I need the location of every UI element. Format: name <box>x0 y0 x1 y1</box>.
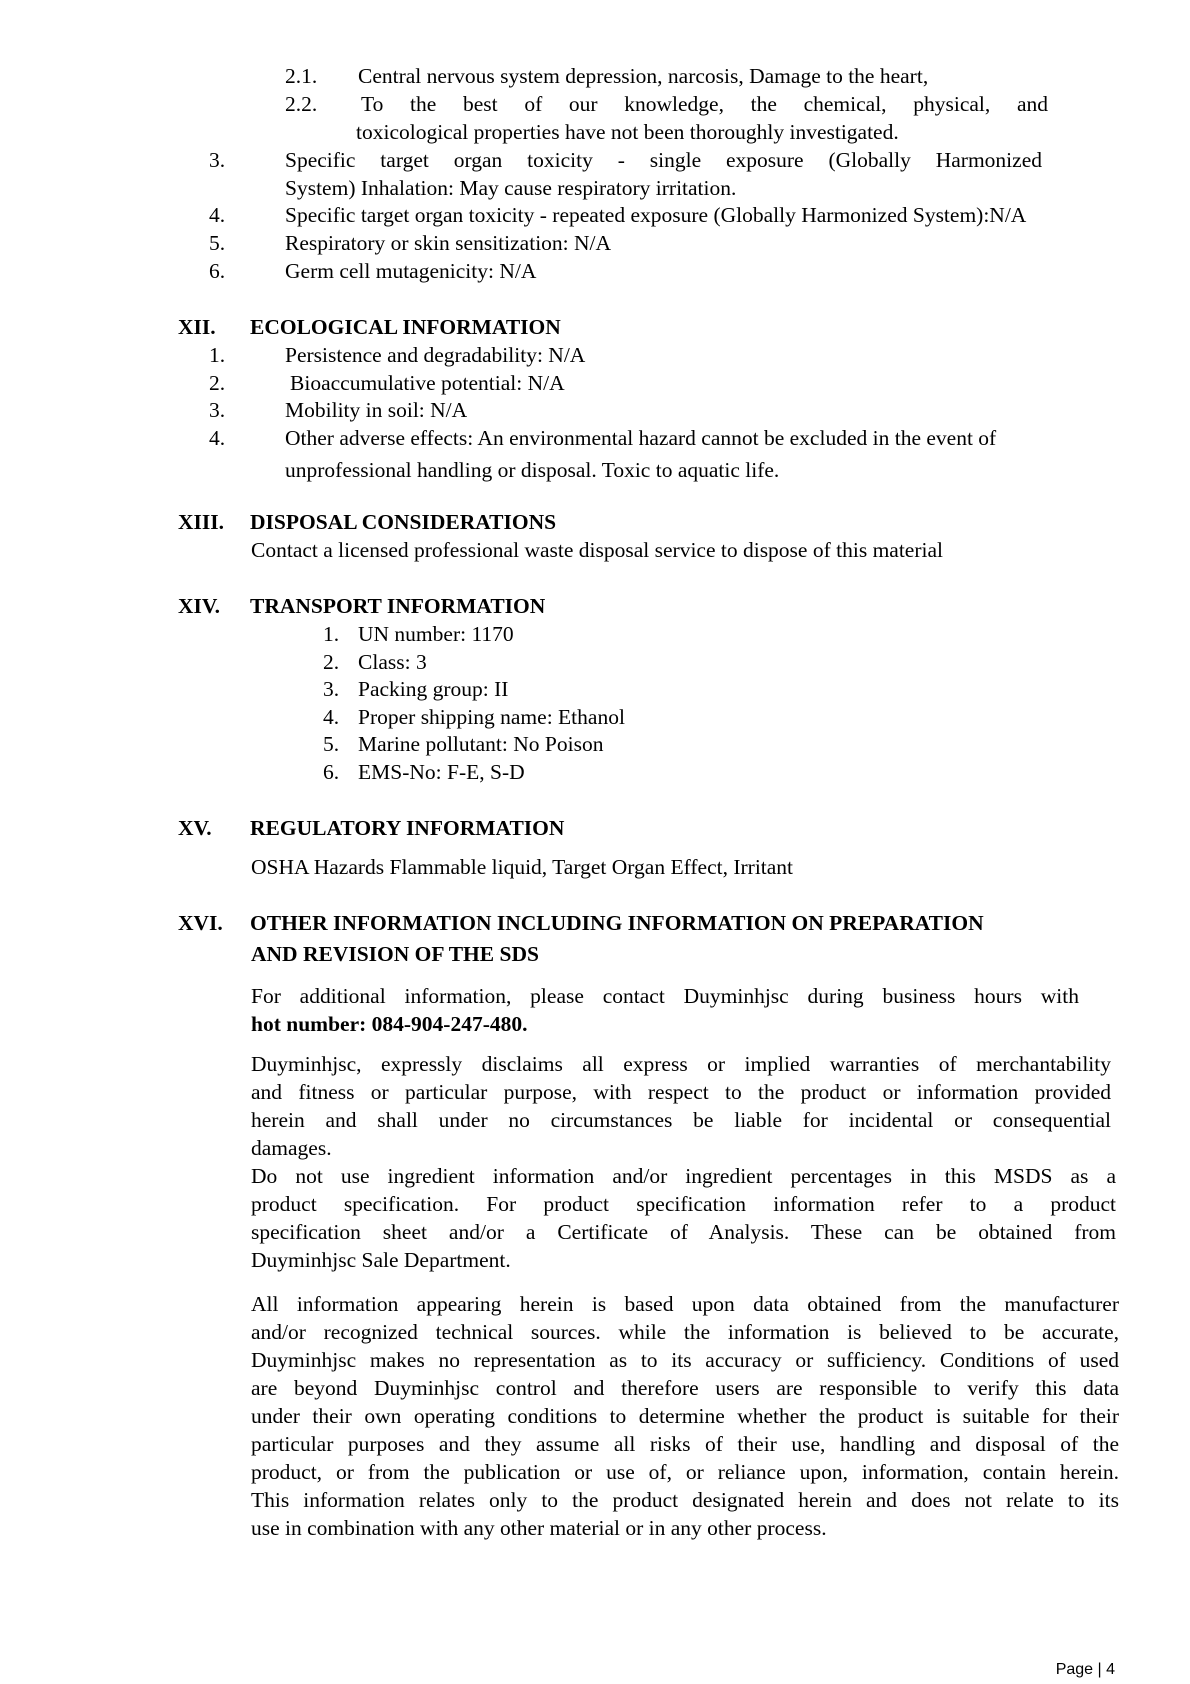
list-item-number: 6. <box>209 259 226 283</box>
hot-number: hot number: 084-904-247-480. <box>251 1012 528 1036</box>
paragraph-line: damages. <box>251 1136 332 1160</box>
list-item-number: 3. <box>209 398 226 422</box>
list-item-text: Germ cell mutagenicity: N/A <box>285 259 537 283</box>
paragraph-line: Do not use ingredient information and/or ingredient percentages in this MSDS as a <box>251 1164 1116 1188</box>
list-item-text: unprofessional handling or disposal. Toxic to aquatic life. <box>285 458 780 482</box>
section-heading: REGULATORY INFORMATION <box>250 816 565 840</box>
list-item-text: System) Inhalation: May cause respiratory irritation. <box>285 176 737 200</box>
paragraph-line: specification sheet and/or a Certificate of Analysis. These can be obtained from <box>251 1220 1116 1244</box>
list-item-number: 1. <box>209 343 226 367</box>
list-item-text: EMS-No: F-E, S-D <box>358 760 525 784</box>
list-item-text: Other adverse effects: An environmental hazard cannot be excluded in the event of <box>285 426 997 450</box>
list-item-number: 2. <box>209 371 226 395</box>
paragraph-line: particular purposes and they assume all risks of their use, handling and disposal of the <box>251 1432 1119 1456</box>
sub-item-number: 2.2. <box>285 92 318 116</box>
paragraph-line: Duyminhjsc Sale Department. <box>251 1248 511 1272</box>
section-numeral: XIV. <box>178 594 221 618</box>
list-item-number: 4. <box>209 426 226 450</box>
section-numeral: XVI. <box>178 911 223 935</box>
list-item-text: Specific target organ toxicity - single exposure (Globally Harmonized <box>285 148 1042 172</box>
list-item-text: UN number: 1170 <box>358 622 514 646</box>
list-item-number: 6. <box>323 760 340 784</box>
paragraph-line: Duyminhjsc, expressly disclaims all express or implied warranties of merchantability <box>251 1052 1111 1076</box>
list-item-text: Bioaccumulative potential: N/A <box>290 371 565 395</box>
list-item-number: 3. <box>323 677 340 701</box>
list-item-text: Respiratory or skin sensitization: N/A <box>285 231 612 255</box>
section-numeral: XIII. <box>178 510 225 534</box>
paragraph-line: use in combination with any other material or in any other process. <box>251 1516 827 1540</box>
section-heading: DISPOSAL CONSIDERATIONS <box>250 510 557 534</box>
section-heading: ECOLOGICAL INFORMATION <box>250 315 561 339</box>
section-text: OSHA Hazards Flammable liquid, Target Organ Effect, Irritant <box>251 855 794 879</box>
list-item-number: 5. <box>323 732 340 756</box>
section-numeral: XII. <box>178 315 216 339</box>
sub-item-number: 2.1. <box>285 64 318 88</box>
sub-item-text: toxicological properties have not been thoroughly investigated. <box>356 120 899 144</box>
paragraph-line: Duyminhjsc makes no representation as to its accuracy or sufficiency. Conditions of used <box>251 1348 1119 1372</box>
section-text: Contact a licensed professional waste disposal service to dispose of this material <box>251 538 943 562</box>
section-heading: TRANSPORT INFORMATION <box>250 594 546 618</box>
sub-item-text: Central nervous system depression, narcosis, Damage to the heart, <box>358 64 929 88</box>
list-item-text: Mobility in soil: N/A <box>285 398 468 422</box>
paragraph-line: under their own operating conditions to determine whether the product is suitable for their <box>251 1404 1119 1428</box>
list-item-number: 2. <box>323 650 340 674</box>
section-heading: OTHER INFORMATION INCLUDING INFORMATION ON PREPARATION <box>250 911 984 935</box>
paragraph-line: All information appearing herein is based upon data obtained from the manufacturer <box>251 1292 1119 1316</box>
paragraph-line: are beyond Duyminhjsc control and therefore users are responsible to verify this data <box>251 1376 1119 1400</box>
section-heading: AND REVISION OF THE SDS <box>251 942 539 966</box>
paragraph-line: This information relates only to the product designated herein and does not relate to its <box>251 1488 1119 1512</box>
paragraph-line: herein and shall under no circumstances be liable for incidental or consequential <box>251 1108 1111 1132</box>
list-item-number: 5. <box>209 231 226 255</box>
list-item-text: Packing group: II <box>358 677 509 701</box>
section-numeral: XV. <box>178 816 212 840</box>
list-item-number: 3. <box>209 148 226 172</box>
list-item-text: Specific target organ toxicity - repeated exposure (Globally Harmonized System):N/A <box>285 203 1027 227</box>
list-item-text: Marine pollutant: No Poison <box>358 732 604 756</box>
list-item-text: Proper shipping name: Ethanol <box>358 705 625 729</box>
list-item-number: 4. <box>323 705 340 729</box>
paragraph-line: product specification. For product specification information refer to a product <box>251 1192 1116 1216</box>
list-item-text: Class: 3 <box>358 650 427 674</box>
contact-text: For additional information, please contact Duyminhjsc during business hours with <box>251 984 1079 1008</box>
sub-item-text: To the best of our knowledge, the chemical, physical, and <box>361 92 1048 116</box>
page-number: Page | 4 <box>1055 1661 1115 1678</box>
list-item-number: 4. <box>209 203 226 227</box>
list-item-text: Persistence and degradability: N/A <box>285 343 586 367</box>
list-item-number: 1. <box>323 622 340 646</box>
paragraph-line: and/or recognized technical sources. while the information is believed to be accurate, <box>251 1320 1119 1344</box>
paragraph-line: product, or from the publication or use of, or reliance upon, information, contain herein. <box>251 1460 1119 1484</box>
paragraph-line: and fitness or particular purpose, with respect to the product or information provided <box>251 1080 1111 1104</box>
